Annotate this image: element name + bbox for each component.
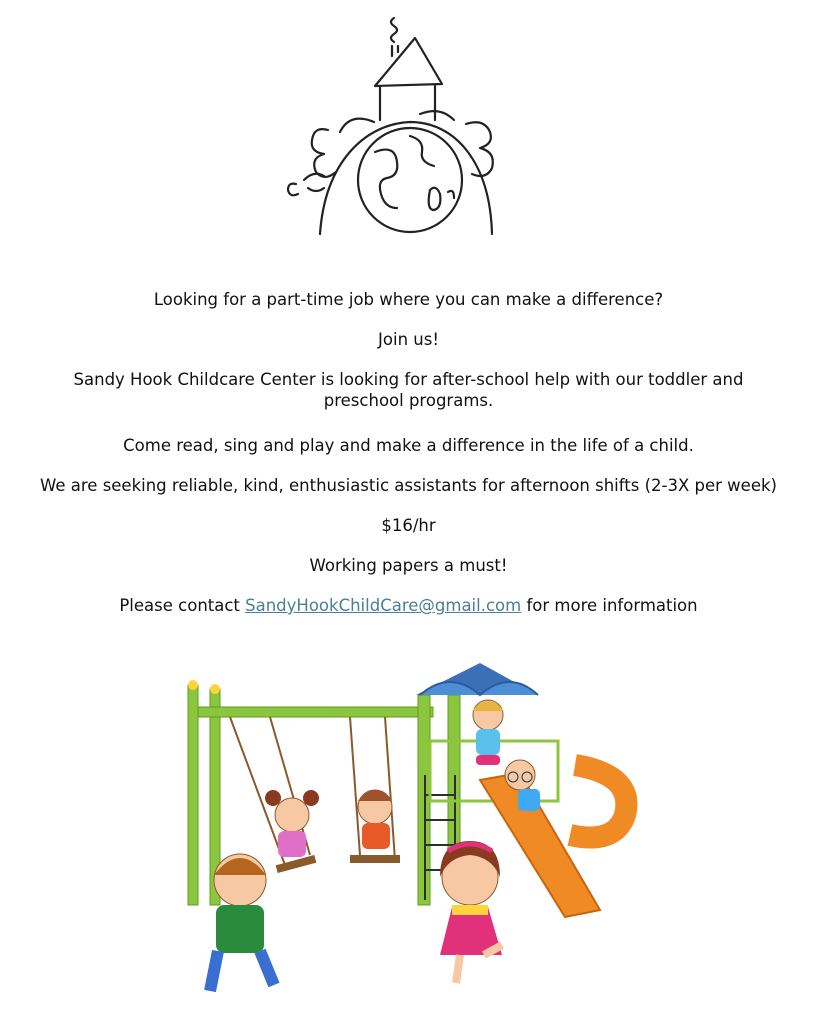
headline-question: Looking for a part-time job where you can make a difference? [153,290,664,309]
contact-prefix: Please contact [119,596,246,615]
playground-illustration-icon [180,655,640,1005]
pay-rate: $16/hr [381,516,436,535]
logo-icon [270,12,510,240]
contact-suffix: for more information [521,596,698,615]
invite-text: Come read, sing and play and make a difference in the life of a child. [123,436,694,455]
seeking-text: We are seeking reliable, kind, enthusiastic assistants for afternoon shifts (2-3X per week) [40,476,777,495]
requirement-text: Working papers a must! [309,556,508,575]
contact-email-link[interactable]: SandyHookChildCare@gmail.com [245,596,522,615]
join-us-text: Join us! [378,330,439,349]
contact-line [0,595,817,616]
description-text: Sandy Hook Childcare Center is looking for after-school help with our toddler and preschool programs. [73,370,744,410]
